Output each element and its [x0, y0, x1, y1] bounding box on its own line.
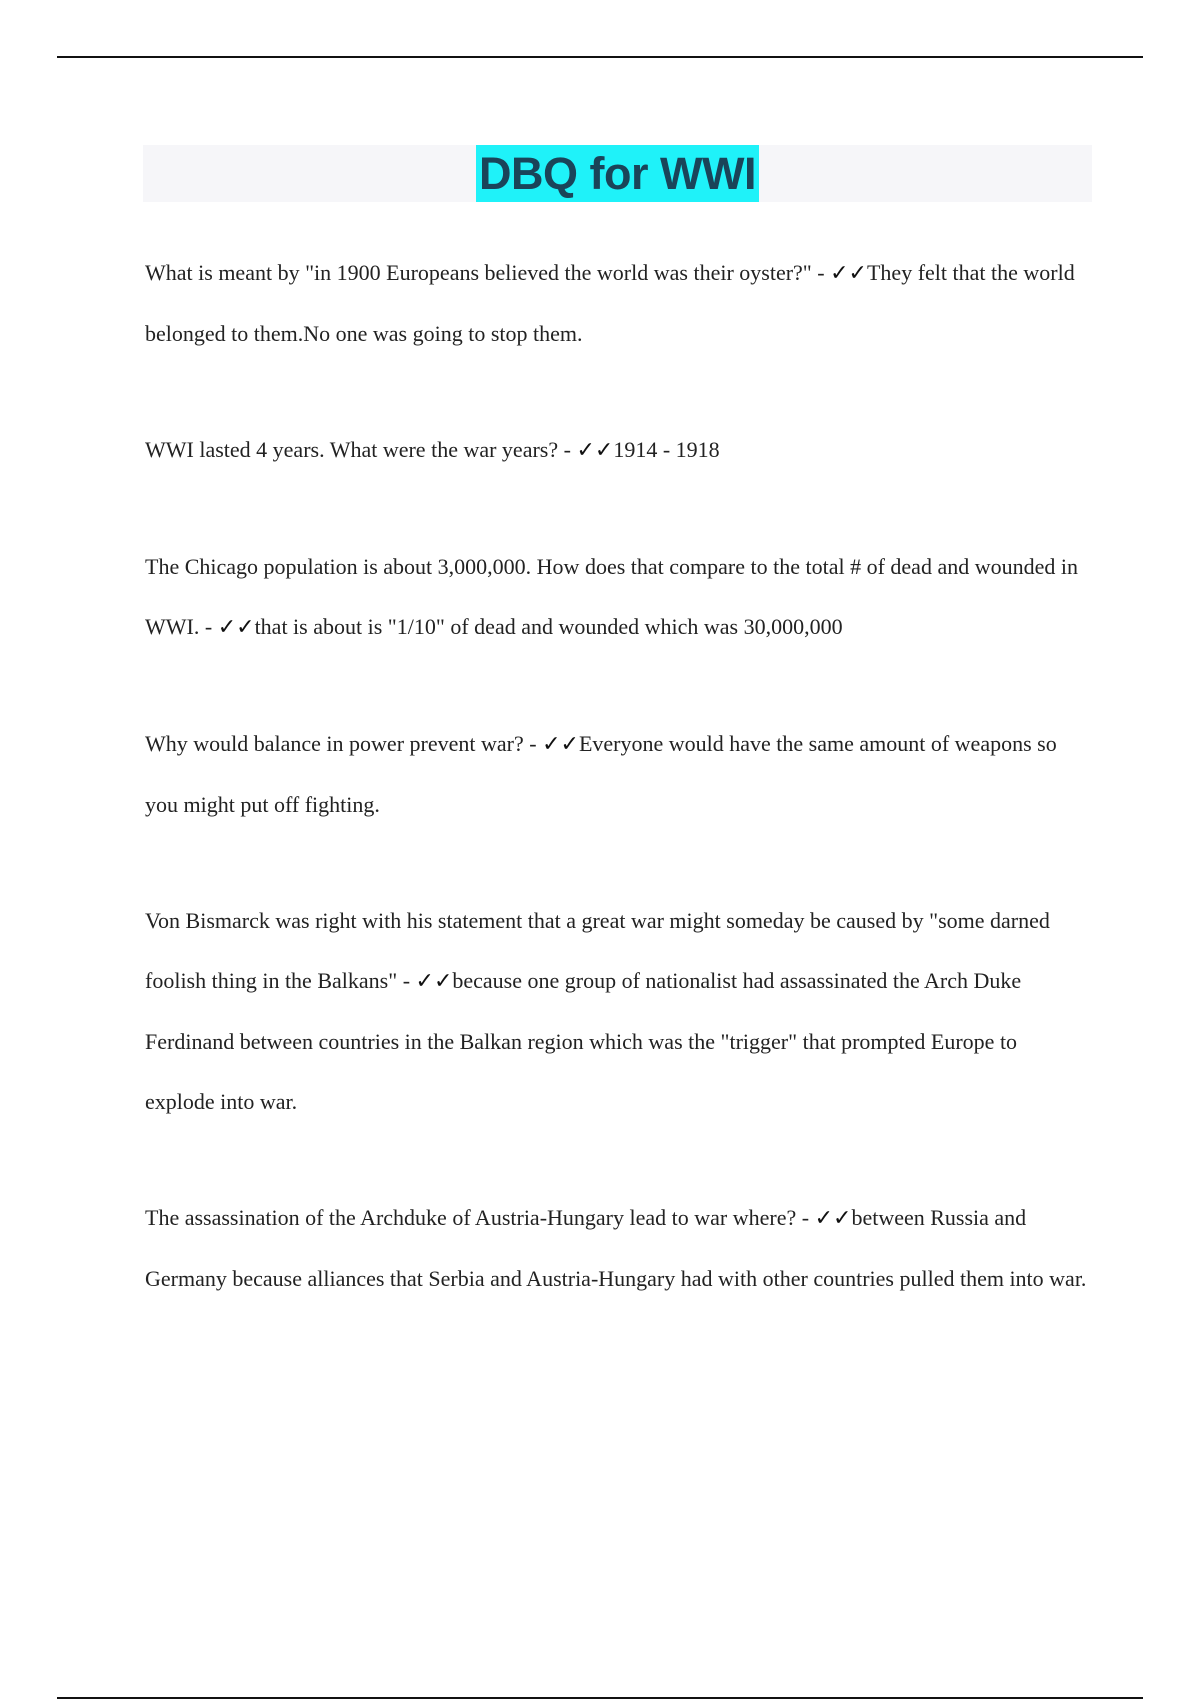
answer-text: because one group of nationalist had assassinated the Arch Duke Ferdinand between countries in the Balkan region which was the "trigger" that prompted Europe to explode into war.	[145, 968, 1022, 1114]
top-rule	[57, 56, 1143, 58]
check-mark-icon: ✓✓	[814, 1206, 852, 1231]
qa-item	[145, 537, 1090, 658]
check-mark-icon: ✓✓	[576, 438, 614, 463]
answer-text: Everyone would have the same amount of weapons so you might put off fighting.	[145, 731, 1057, 817]
question-text: Why would balance in power prevent war?	[145, 731, 524, 756]
check-mark-icon: ✓✓	[217, 615, 255, 640]
check-mark-icon: ✓✓	[830, 261, 867, 286]
qa-list	[145, 243, 1090, 1365]
answer-text: 1914 - 1918	[613, 437, 720, 462]
qa-item	[145, 243, 1090, 364]
title-band	[143, 145, 1092, 202]
check-mark-icon: ✓✓	[415, 969, 453, 994]
qa-item	[145, 891, 1090, 1132]
qa-item	[145, 714, 1090, 835]
question-text: WWI lasted 4 years. What were the war years?	[145, 437, 559, 462]
separator: -	[811, 260, 831, 285]
question-text: The Chicago population is about 3,000,000. How does that compare to the total # of dead and wounded in WWI.	[145, 554, 1078, 639]
separator: -	[796, 1205, 815, 1230]
answer-text: that is about is "1/10" of dead and wounded which was 30,000,000	[254, 614, 843, 639]
separator: -	[397, 968, 416, 993]
separator: -	[558, 437, 577, 462]
answer-text: They felt that the world belonged to them.No one was going to stop them.	[145, 260, 1075, 346]
check-mark-icon: ✓✓	[542, 732, 579, 757]
qa-item	[145, 1188, 1090, 1309]
separator: -	[199, 614, 218, 639]
page-title	[143, 145, 1092, 202]
question-text: Von Bismarck was right with his statement that a great war might someday be caused by "some darned foolish thing in the Balkans"	[145, 908, 1050, 993]
qa-item	[145, 420, 1090, 481]
question-text: What is meant by "in 1900 Europeans believed the world was their oyster?"	[145, 260, 812, 285]
separator: -	[523, 731, 543, 756]
question-text: The assassination of the Archduke of Austria-Hungary lead to war where?	[145, 1205, 797, 1230]
answer-text: between Russia and Germany because alliances that Serbia and Austria-Hungary had with other countries pulled them into war.	[145, 1205, 1087, 1291]
bottom-rule	[57, 1697, 1143, 1699]
page-title-text: DBQ for WWI	[476, 145, 759, 202]
